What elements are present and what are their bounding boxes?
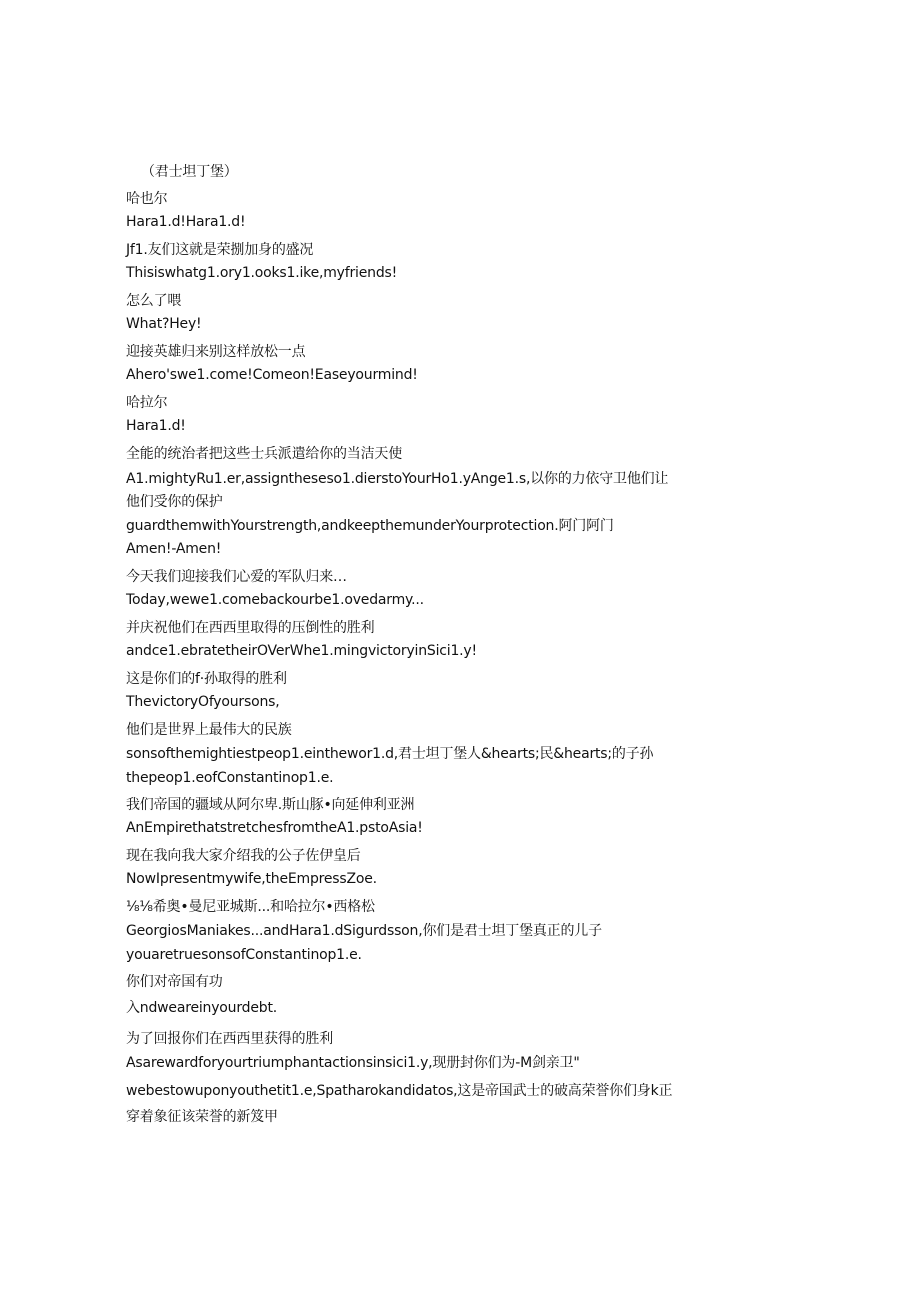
text-line: ⅛⅛希奥•曼尼亚城斯...和哈拉尔•西格松 [126,899,375,915]
text-line: 为了回报你们在西西里获得的胜利 [126,1031,333,1047]
text-line: What?Hey! [126,316,202,332]
text-line: AnEmpirethatstretchesfromtheA1.pstoAsia! [126,820,423,836]
text-line: Jf1.友们这就是荣捌加身的盛况 [126,242,314,258]
text-line: Asarewardforyourtriumphantactionsinsici1.y,现册封你们为-M剑亲卫" [126,1055,580,1071]
text-line: ThevictoryOfyoursons, [126,694,280,710]
text-line: 入ndweareinyourdebt. [126,1000,277,1016]
text-line: sonsofthemightiestpeop1.einthewor1.d,君士坦丁堡人&hearts;民&hearts;的子孙 [126,746,654,762]
text-line: youaretruesonsofConstantinop1.e. [126,947,362,963]
text-line: Amen!-Amen! [126,541,222,557]
text-line: 穿着象征该荣誉的新笈甲 [126,1109,278,1125]
text-line: 今天我们迎接我们心爱的军队归来… [126,569,347,585]
text-line: webestowuponyouthetit1.e,Spatharokandidatos,这是帝国武士的破高荣誉你们身k正 [126,1083,673,1099]
text-line: 哈拉尔 [126,395,168,411]
text-line: Today,wewe1.comebackourbe1.ovedarmy... [126,592,424,608]
text-line: 全能的统治者把这些士兵派遣给你的当洁天使 [126,446,402,462]
text-line: 我们帝国的疆域从阿尔卑.斯山豚•向延伸利亚洲 [126,797,415,813]
text-line: Ahero'swe1.come!Comeon!Easeyourmind! [126,367,418,383]
text-line: 他们是世界上最伟大的民族 [126,722,292,738]
text-line: guardthemwithYourstrength,andkeepthemunderYourprotection.阿门阿门 [126,518,614,534]
text-line: Hara1.d!Hara1.d! [126,214,246,230]
text-line: 他们受你的保护 [126,494,223,510]
text-line: 现在我向我大家介绍我的公子佐伊皇后 [126,848,361,864]
text-line: NowIpresentmywife,theEmpressZoe. [126,871,377,887]
text-line: 你们对帝国有功 [126,974,223,990]
text-line: 迎接英雄归来别这样放松一点 [126,344,306,360]
text-line: Hara1.d! [126,418,186,434]
text-line: Thisiswhatg1.ory1.ooks1.ike,myfriends! [126,265,398,281]
text-line: 哈也尔 [126,191,168,207]
text-line: 并庆祝他们在西西里取得的压倒性的胜利 [126,620,375,636]
text-line: andce1.ebratetheirOVerWhe1.mingvictoryinSici1.y! [126,643,477,659]
text-line: thepeop1.eofConstantinop1.e. [126,770,334,786]
text-line: GeorgiosManiakes...andHara1.dSigurdsson,你们是君士坦丁堡真正的儿子 [126,923,602,939]
text-line: 怎么了喂 [126,293,182,309]
text-line: 这是你们的f·孙取得的胜利 [126,671,287,687]
text-line: A1.mightyRu1.er,assigntheseso1.dierstoYourHo1.yAnge1.s,以你的力依守卫他们让 [126,471,669,487]
title-line: （君士坦丁堡） [141,164,238,180]
